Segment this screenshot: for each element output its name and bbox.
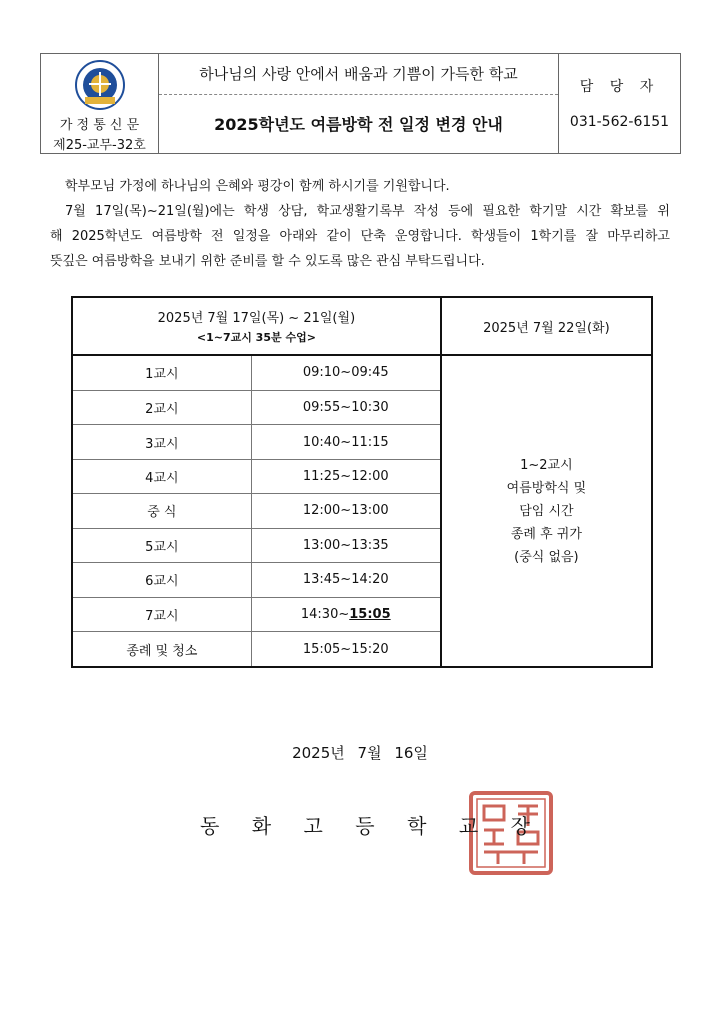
time-cell: 09:10~09:45 bbox=[251, 355, 441, 390]
right-header-cell: 2025년 7월 22일(화) bbox=[441, 297, 652, 355]
left-header-date: 2025년 7월 17일(목) ~ 21일(월) bbox=[157, 311, 356, 326]
notice-type: 가 정 통 신 문 bbox=[59, 118, 140, 133]
signature-char: 동 bbox=[200, 814, 220, 838]
closing-line-1: 1~2교시 bbox=[520, 457, 573, 473]
time-cell: 09:55~10:30 bbox=[251, 390, 441, 424]
intro-line-3: 해 2025학년도 여름방학 전 일정을 아래와 같이 단축 운영합니다. 학생들이 1학기를 잘 마무리하고 bbox=[50, 229, 670, 244]
signature-char: 등 bbox=[355, 814, 375, 838]
time-cell: 15:05~15:20 bbox=[251, 632, 441, 667]
signature-char: 화 bbox=[251, 814, 272, 838]
period-cell: 2교시 bbox=[72, 390, 251, 424]
document-header bbox=[40, 53, 681, 154]
closing-day-cell bbox=[441, 355, 652, 667]
signature-char: 고 bbox=[303, 814, 323, 838]
closing-line-4: 종례 후 귀가 bbox=[510, 526, 582, 542]
signature-char: 장 bbox=[510, 814, 530, 838]
intro-text bbox=[50, 174, 670, 274]
issue-number: 제25-교무-32호 bbox=[53, 138, 146, 153]
time-cell: 10:40~11:15 bbox=[251, 425, 441, 459]
header-right-cell bbox=[559, 54, 680, 153]
manager-phone: 031-562-6151 bbox=[569, 114, 670, 130]
intro-line-1: 학부모님 가정에 하나님의 은혜와 평강이 함께 하시기를 기원합니다. bbox=[65, 179, 450, 194]
period-cell: 4교시 bbox=[72, 459, 251, 493]
schedule-table bbox=[71, 296, 653, 668]
time-cell bbox=[251, 597, 441, 631]
closing-line-5: (중식 없음) bbox=[514, 549, 579, 565]
time-cell: 12:00~13:00 bbox=[251, 494, 441, 528]
period-cell: 종례 및 청소 bbox=[72, 632, 251, 667]
school-motto: 하나님의 사랑 안에서 배움과 기쁨이 가득한 학교 bbox=[159, 54, 558, 95]
left-header-cell bbox=[72, 297, 441, 355]
time-cell: 13:45~14:20 bbox=[251, 563, 441, 597]
school-logo-icon bbox=[75, 60, 125, 110]
table-header-row bbox=[72, 297, 652, 355]
time-cell: 11:25~12:00 bbox=[251, 459, 441, 493]
document-title: 2025학년도 여름방학 전 일정 변경 안내 bbox=[214, 115, 503, 134]
closing-line-2: 여름방학식 및 bbox=[506, 480, 587, 496]
header-left-cell bbox=[41, 54, 159, 153]
period-cell: 중 식 bbox=[72, 494, 251, 528]
signature-char: 학 bbox=[407, 814, 427, 838]
period-cell: 5교시 bbox=[72, 528, 251, 562]
intro-line-4: 뜻깊은 여름방학을 보내기 위한 준비를 할 수 있도록 많은 관심 부탁드립니다. bbox=[50, 254, 485, 269]
left-header-sub: <1~7교시 35분 수업> bbox=[196, 331, 316, 344]
intro-line-2: 7월 17일(목)~21일(월)에는 학생 상담, 학교생활기록부 작성 등에 필요한 학기말 시간 확보를 위 bbox=[65, 204, 670, 219]
period-cell: 7교시 bbox=[72, 597, 251, 631]
period-cell: 1교시 bbox=[72, 355, 251, 390]
signature-char: 교 bbox=[458, 814, 479, 838]
period-cell: 6교시 bbox=[72, 563, 251, 597]
time-end-emphasis: 15:05 bbox=[349, 606, 391, 622]
header-center-cell bbox=[159, 54, 559, 153]
school-signature bbox=[200, 810, 530, 839]
table-row bbox=[72, 355, 652, 390]
time-cell: 13:00~13:35 bbox=[251, 528, 441, 562]
manager-label: 담 당 자 bbox=[579, 79, 660, 95]
issue-date: 2025년 7월 16일 bbox=[292, 744, 428, 762]
period-cell: 3교시 bbox=[72, 425, 251, 459]
closing-line-3: 담임 시간 bbox=[519, 503, 574, 519]
time-start: 14:30~ bbox=[300, 606, 350, 622]
